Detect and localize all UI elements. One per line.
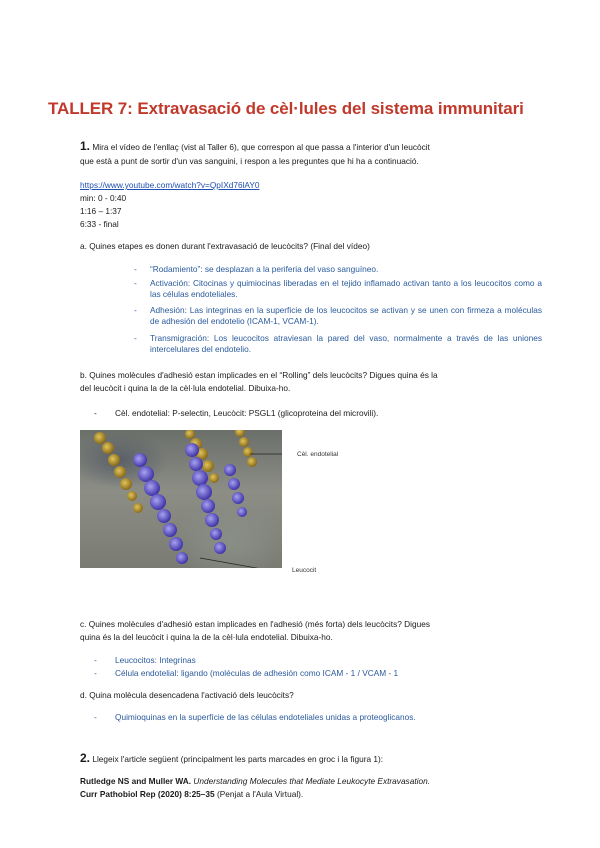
list-item — [134, 264, 542, 275]
q1-text-line1: Mira el vídeo de l'enllaç (vist al Taller 6), que correspon al que passa a l'interior d'un leucòcit — [92, 142, 430, 152]
list-item — [94, 655, 534, 666]
question-c-line1: c. Quines molècules d'adhesió estan implicades en l'adhesió (més forta) dels leucòcits? Digues — [80, 619, 430, 629]
adhesion-leukocyte: Leucocitos: Integrinas — [115, 655, 196, 665]
question-b-line1: b. Quines molècules d'adhesió estan implicades en el “Rolling” dels leucòcits? Digues quina és la — [80, 370, 438, 380]
leukocyte-rolling-image — [80, 430, 282, 568]
reference-line1 — [80, 776, 540, 787]
bullet-dash: - — [134, 305, 137, 315]
q1-number: 1. — [80, 139, 91, 153]
figure-label-leukocyte: Leucocit — [292, 567, 317, 574]
stage-rolling: “Rodamiento”: se desplazan a la periferia del vaso sanguíneo. — [150, 264, 379, 274]
list-item — [94, 668, 534, 679]
reference-title: Understanding Molecules that Mediate Leukocyte Extravasation. — [193, 776, 431, 786]
bullet-dash: - — [94, 668, 97, 678]
question-d: d. Quina molècula desencadena l'activació dels leucòcits? — [80, 690, 294, 700]
list-item — [94, 408, 534, 419]
list-item — [134, 305, 542, 329]
list-item — [134, 278, 542, 302]
figure-label-endothelial: Cèl. endotelial — [297, 451, 339, 458]
bullet-dash: - — [94, 408, 97, 418]
reference-line2 — [80, 789, 540, 800]
time-range-2: 1:16 – 1:37 — [80, 206, 122, 216]
time-range-1: min: 0 - 0:40 — [80, 193, 127, 203]
stage-activation: Activación: Citocinas y quimiocinas liberadas en el tejido inflamado activan tanto a los leucocitos como a las células endoteliales. — [150, 278, 542, 299]
q2-number: 2. — [80, 751, 91, 765]
reference-note: (Penjat a l'Aula Virtual). — [216, 789, 304, 799]
bullet-dash: - — [134, 278, 137, 288]
bullet-dash: - — [94, 712, 97, 722]
reference-authors: Rutledge NS and Muller WA. — [80, 776, 192, 786]
page-title: TALLER 7: Extravasació de cèl·lules del sistema immunitari — [48, 99, 524, 118]
q2-text: Llegeix l'article següent (principalment les parts marcades en groc i la figura 1): — [92, 754, 384, 764]
rolling-illustration — [80, 430, 282, 568]
question-a: a. Quines etapes es donen durant l'extravasació de leucòcits? (Final del vídeo) — [80, 241, 370, 251]
bullet-dash: - — [94, 655, 97, 665]
rolling-answer: Cèl. endotelial: P-selectin, Leucòcit: PSGL1 (glicoproteina del microvili). — [115, 408, 379, 418]
bullet-dash: - — [134, 333, 137, 343]
activation-answer: Quimioquinas en la superfície de las células endoteliales unidas a proteoglicanos. — [115, 712, 416, 722]
time-range-3: 6:33 - final — [80, 219, 119, 229]
q1-text-line2: que està a punt de sortir d'un vas sanguini, i respon a les preguntes que hi ha a continuació. — [80, 156, 419, 166]
stage-adhesion: Adhesión: Las integrinas en la superficie de los leucocitos se activan y se unen con firmeza a moléculas de adhesión del endotelio (ICAM-1, VCAM-1). — [150, 305, 542, 326]
q2-intro — [80, 753, 530, 765]
list-item — [94, 712, 534, 723]
bullet-dash: - — [134, 264, 137, 274]
q1-intro — [80, 141, 520, 153]
list-item — [134, 333, 542, 357]
stage-transmigration: Transmigración: Los leucocitos atraviesan la pared del vaso, normalmente a través de las uniones intercelulares del endotelio. — [150, 333, 542, 354]
video-link[interactable]: https://www.youtube.com/watch?v=QpIXd76lAY0 — [80, 180, 260, 190]
reference-journal: Curr Pathobiol Rep (2020) 8:25–35 — [80, 789, 215, 799]
question-b-line2: del leucòcit i quina la de la cèl·lula endotelial. Dibuixa-ho. — [80, 383, 291, 393]
adhesion-endothelial: Célula endotelial: ligando (moléculas de adhesión como ICAM - 1 / VCAM - 1 — [115, 668, 399, 678]
question-c-line2: quina és la del leucòcit i quina la de la cèl·lula endotelial. Dibuixa-ho. — [80, 632, 333, 642]
